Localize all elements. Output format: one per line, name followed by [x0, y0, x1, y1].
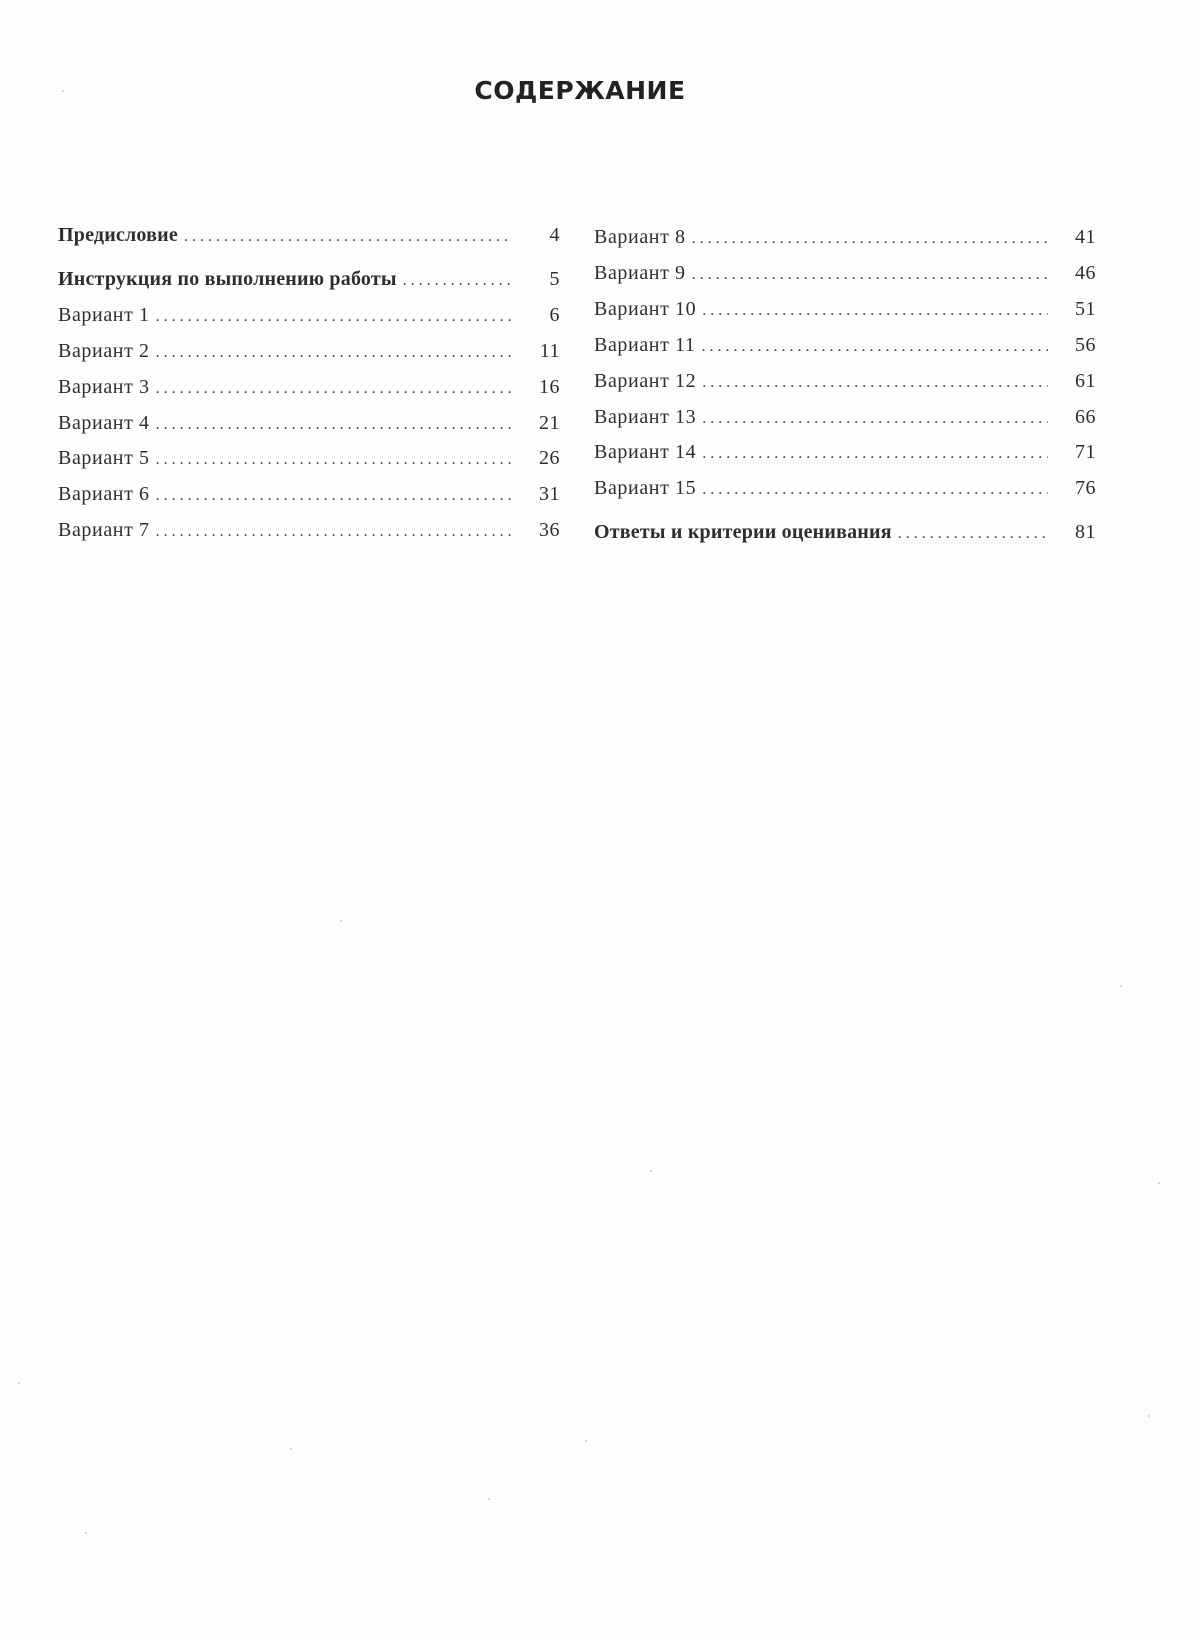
- toc-entry[interactable]: [58, 376, 560, 406]
- toc-entry-label: Ответы и критерии оценивания: [594, 521, 892, 543]
- dot-leader: [702, 302, 1048, 320]
- dot-leader: [156, 344, 512, 362]
- dot-leader: [156, 487, 512, 505]
- toc-entry-label: Вариант 8: [594, 226, 686, 248]
- dot-leader: [156, 380, 512, 398]
- toc-entry-page: 66: [1075, 406, 1096, 428]
- toc-entry[interactable]: [58, 483, 560, 513]
- toc-entry-label: Вариант 9: [594, 262, 686, 284]
- toc-entry-page: 31: [539, 483, 560, 505]
- dot-leader: [156, 451, 512, 469]
- toc-entry[interactable]: [58, 224, 560, 254]
- toc-entry-page: 56: [1075, 334, 1096, 356]
- dot-leader: [692, 230, 1048, 248]
- toc-entry-label: Вариант 5: [58, 447, 150, 469]
- toc-entry[interactable]: [594, 334, 1096, 364]
- dot-leader: [702, 410, 1048, 428]
- dot-leader: [403, 272, 512, 290]
- toc-entry-label: Вариант 12: [594, 370, 697, 392]
- toc-entry-page: 21: [539, 412, 560, 434]
- toc-entry[interactable]: [58, 519, 560, 549]
- toc-entry-label: Вариант 15: [594, 477, 697, 499]
- toc-entry-page: 81: [1075, 521, 1096, 543]
- toc-entry-label: Вариант 14: [594, 441, 697, 463]
- scan-speck: [488, 1498, 490, 1500]
- toc-entry[interactable]: [594, 477, 1096, 507]
- scan-speck: [585, 1440, 587, 1442]
- toc-entry[interactable]: [58, 447, 560, 477]
- toc-entry-label: Вариант 3: [58, 376, 150, 398]
- toc-entry-label: Вариант 1: [58, 304, 150, 326]
- scan-speck: [1120, 985, 1122, 987]
- dot-leader: [702, 445, 1048, 463]
- dot-leader: [692, 266, 1048, 284]
- toc-entry[interactable]: [594, 406, 1096, 436]
- dot-leader: [156, 308, 512, 326]
- toc-entry[interactable]: [58, 412, 560, 442]
- dot-leader: [702, 374, 1048, 392]
- toc-entry-label: Вариант 7: [58, 519, 150, 541]
- dot-leader: [702, 338, 1049, 356]
- toc-entry[interactable]: [594, 441, 1096, 471]
- toc-entry-label: Инструкция по выполнению работы: [58, 268, 397, 290]
- toc-entry-label: Вариант 2: [58, 340, 150, 362]
- toc-entry[interactable]: [594, 298, 1096, 328]
- page-title: СОДЕРЖАНИЕ: [474, 76, 686, 105]
- scan-speck: [62, 90, 64, 92]
- toc-entry-page: 76: [1075, 477, 1096, 499]
- toc-entry-label: Вариант 13: [594, 406, 697, 428]
- toc-entry-page: 71: [1075, 441, 1096, 463]
- scan-speck: [1148, 1415, 1150, 1417]
- scan-speck: [290, 1448, 292, 1450]
- toc-entry-page: 61: [1075, 370, 1096, 392]
- scan-speck: [340, 920, 342, 922]
- dot-leader: [702, 481, 1048, 499]
- toc-entry-page: 6: [549, 304, 560, 326]
- scan-speck: [18, 1382, 20, 1384]
- toc-entry-page: 26: [539, 447, 560, 469]
- dot-leader: [184, 228, 512, 246]
- toc-entry-page: 36: [539, 519, 560, 541]
- toc-entry-label: Вариант 4: [58, 412, 150, 434]
- toc-entry-page: 16: [539, 376, 560, 398]
- dot-leader: [156, 416, 512, 434]
- toc-entry-label: Вариант 11: [594, 334, 696, 356]
- toc-entry-page: 41: [1075, 226, 1096, 248]
- toc-entry[interactable]: [594, 370, 1096, 400]
- toc-entry-page: 11: [539, 340, 560, 362]
- scan-speck: [85, 1532, 87, 1534]
- toc-entry[interactable]: [594, 226, 1096, 256]
- toc-entry-label: Предисловие: [58, 224, 178, 246]
- scan-speck: [650, 1170, 652, 1172]
- toc-entry-page: 4: [549, 224, 560, 246]
- toc-entry[interactable]: [58, 304, 560, 334]
- toc-entry-page: 5: [549, 268, 560, 290]
- toc-entry[interactable]: [594, 262, 1096, 292]
- toc-entry[interactable]: [594, 521, 1096, 551]
- toc-entry-label: Вариант 10: [594, 298, 697, 320]
- toc-entry-label: Вариант 6: [58, 483, 150, 505]
- dot-leader: [898, 525, 1048, 543]
- dot-leader: [156, 523, 512, 541]
- toc-entry-page: 46: [1075, 262, 1096, 284]
- toc-entry[interactable]: [58, 340, 560, 370]
- scan-speck: [1158, 1182, 1160, 1184]
- toc-entry[interactable]: [58, 268, 560, 298]
- toc-entry-page: 51: [1075, 298, 1096, 320]
